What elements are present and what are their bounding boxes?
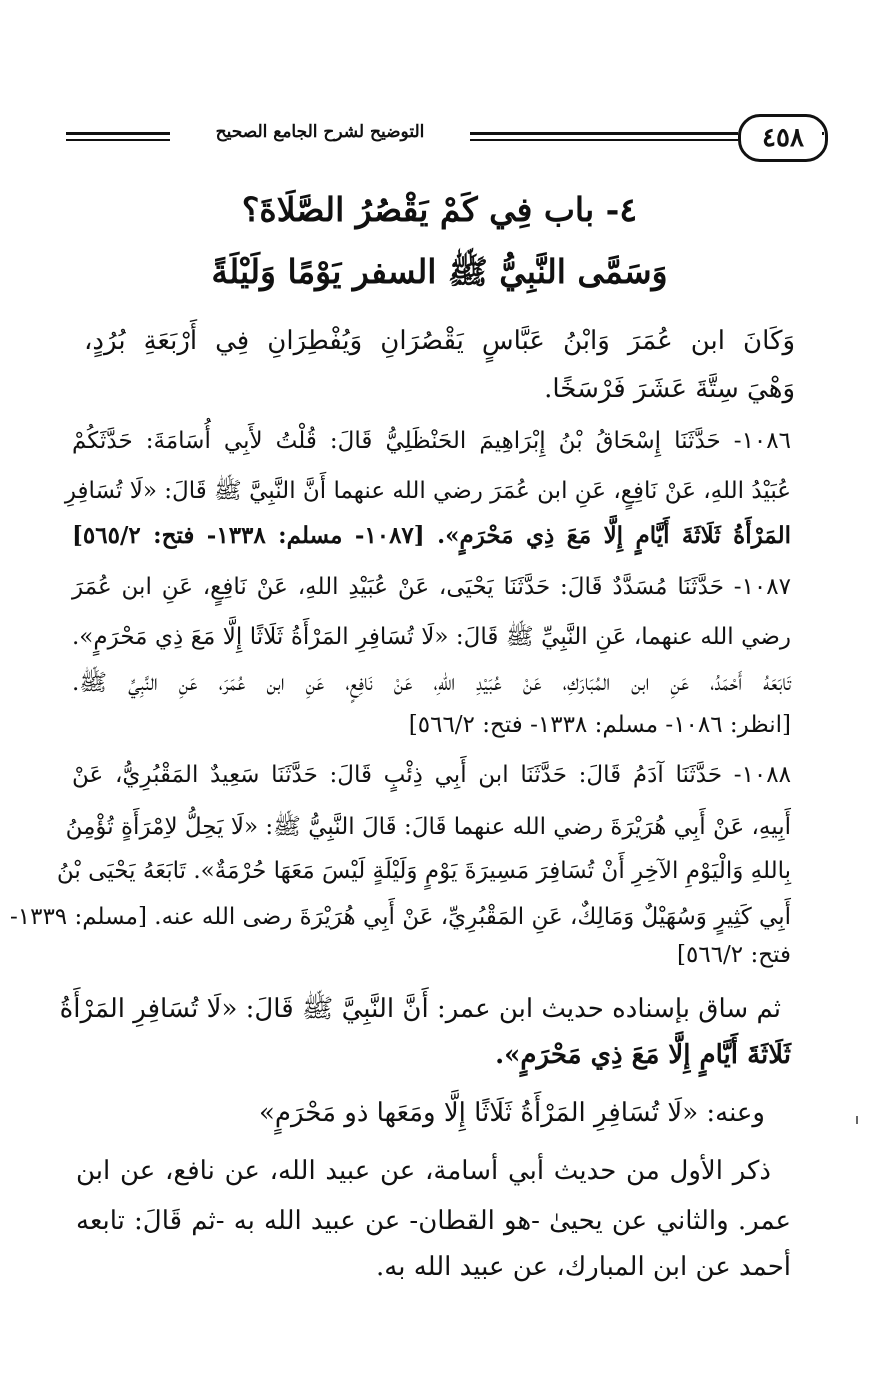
header-rule [66,139,170,141]
hadith-line: أَبِي كَثِيرٍ وَسُهَيْلٌ وَمَالِكٌ، عَنِ المَقْبُرِيِّ، عَنْ أَبِي هُرَيْرَةَ رضى الله عنه. [مسلم: ١٣٣٩- [9,904,791,930]
commentary-line: ذكر الأول من حديث أبي أسامة، عن عبيد الله، عن نافع، عن ابن [76,1156,771,1186]
header-rule [822,132,824,135]
header-rule [470,132,738,135]
page-number: ٤٥٨ [738,114,828,162]
page-header [66,114,824,164]
chapter-title: ٤- باب فِي كَمْ يَقْصُرُ الصَّلَاةَ؟ [241,190,638,229]
commentary-line: أحمد عن ابن المبارك، عن عبيد الله به. [376,1252,791,1282]
intro-line: وَهْيَ سِتَّةَ عَشَرَ فَرْسَخًا. [544,374,795,404]
hadith-line: بِاللهِ وَالْيَوْمِ الآخِرِ أَنْ تُسَافِرَ مَسِيرَةَ يَوْمٍ وَلَيْلَةٍ لَيْسَ مَعَهَا حُرْمَةٌ». تَابَعَهُ يَحْيَى بْنُ [56,858,791,884]
hadith-line: أَبِيهِ، عَنْ أَبِي هُرَيْرَةَ رضي الله عنهما قَالَ: قَالَ النَّبِيُّ ﷺ: «لَا يَحِلُّ لاِمْرَأَةٍ تُؤْمِنُ [65,814,791,840]
hadith-line: المَرْأَةُ ثَلَاثَةَ أَيَّامٍ إِلَّا مَعَ ذِي مَحْرَمٍ». [١٠٨٧- مسلم: ١٣٣٨- فتح: ٥٦٥/٢] [72,522,791,549]
intro-line: وَكَانَ ابن عُمَرَ وَابْنُ عَبَّاسٍ يَقْصُرَانِ وَيُفْطِرَانِ فِي أَرْبَعَةِ بُرُدٍ، [84,326,795,356]
commentary-line: ثم ساق بإسناده حديث ابن عمر: أَنَّ النَّبِيَّ ﷺ قَالَ: «لَا تُسَافِرِ المَرْأَةُ [59,994,781,1024]
hadith-line: عُبَيْدُ اللهِ، عَنْ نَافِعٍ، عَنِ ابن عُمَرَ رضي الله عنهما أَنَّ النَّبِيَّ ﷺ قَالَ: «لَا تُسَافِرِ [64,478,791,504]
header-rule [66,132,170,135]
chapter-subtitle: وَسَمَّى النَّبِيُّ ﷺ السفر يَوْمًا وَلَيْلَةً [211,252,668,291]
hadith-reference: فتح: ٥٦٦/٢] [677,942,791,968]
hadith-reference: [انظر: ١٠٨٦- مسلم: ١٣٣٨- فتح: ٥٦٦/٢] [408,712,791,738]
hadith-line: رضي الله عنهما، عَنِ النَّبِيِّ ﷺ قَالَ: «لَا تُسَافِرِ المَرْأَةُ ثَلَاثًا إِلَّا مَعَ ذِي مَحْرَمٍ». [72,624,791,650]
header-rule [470,139,738,141]
commentary-line: عمر. والثاني عن يحيىٰ -هو القطان- عن عبيد الله به -ثم قَالَ: تابعه [76,1206,791,1236]
running-title: التوضيح لشرح الجامع الصحيح [215,122,425,142]
hadith-line: ١٠٨٧- حَدَّثَنَا مُسَدَّدٌ قَالَ: حَدَّثَنَا يَحْيَى، عَنْ عُبَيْدِ اللهِ، عَنْ نَافِعٍ، عَنِ ابن عُمَرَ [72,574,791,600]
commentary-line: ثَلَاثَةَ أَيَّامٍ إِلَّا مَعَ ذِي مَحْرَمٍ». [495,1040,791,1070]
hadith-line: ١٠٨٦- حَدَّثَنَا إِسْحَاقُ بْنُ إِبْرَاهِيمَ الحَنْظَلِيُّ قَالَ: قُلْتُ لأَبِي أُسَامَةَ: حَدَّثَكُمْ [72,428,791,454]
margin-mark [856,1116,858,1124]
hadith-line: تَابَعَهُ أَحْمَدُ، عَنِ ابن المُبَارَكِ، عَنْ عُبَيْدِ اللهِ، عَنْ نَافِعٍ، عَنِ ابن عُمَرَ، عَنِ النَّبِيِّ ﷺ. [72,670,791,696]
hadith-line: ١٠٨٨- حَدَّثَنَا آدَمُ قَالَ: حَدَّثَنَا ابن أَبِي ذِئْبٍ قَالَ: حَدَّثَنَا سَعِيدٌ المَقْبُرِيُّ، عَنْ [72,762,791,788]
commentary-line: وعنه: «لَا تُسَافِرِ المَرْأَةُ ثَلَاثًا إِلَّا ومَعَها ذو مَحْرَمٍ» [258,1098,765,1128]
